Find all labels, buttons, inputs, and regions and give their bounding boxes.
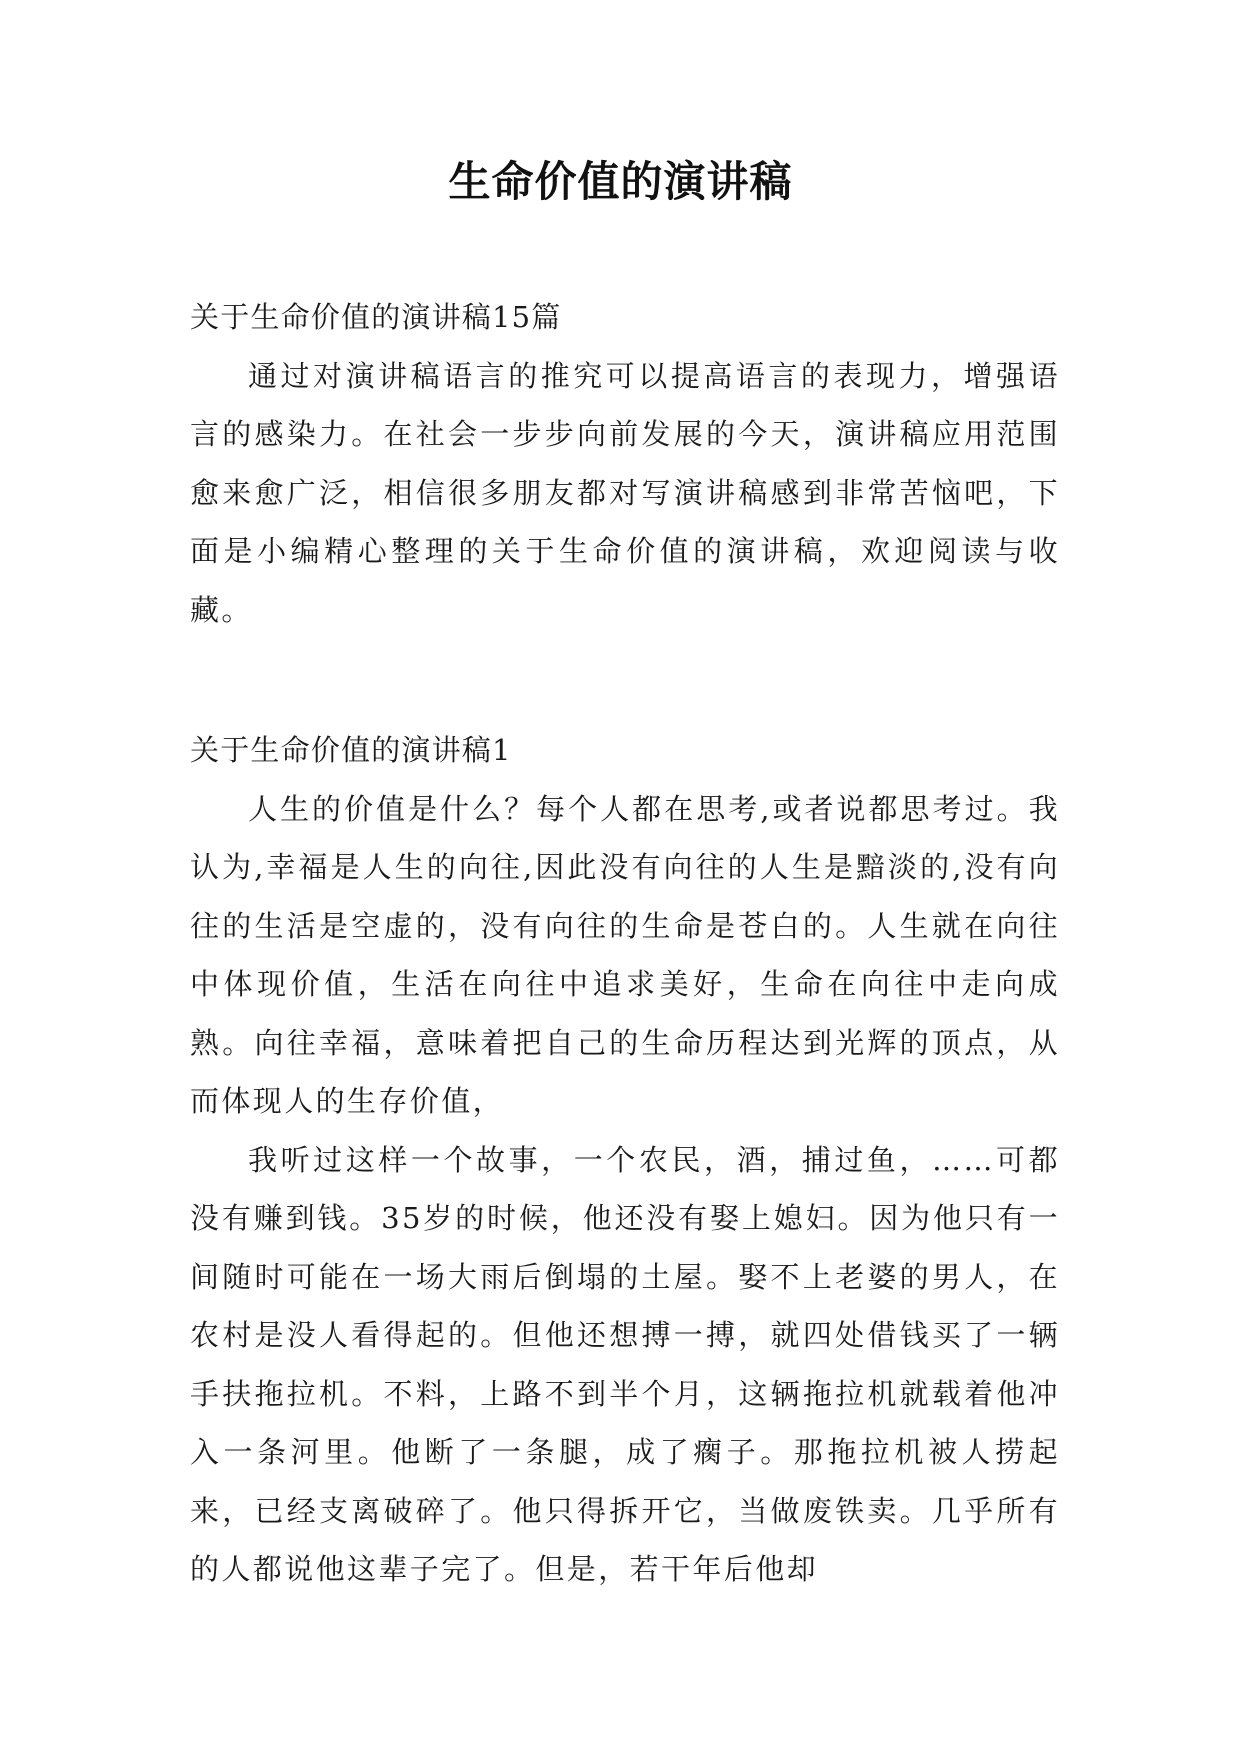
body-paragraph: 人生的价值是什么？每个人都在思考,或者说都思考过。我认为,幸福是人生的向往,因此没有向往的人生是黯淡的,没有向往的生活是空虚的，没有向往的生命是苍白的。人生就在向往中体现价值，生活在向往中追求美好，生命在向往中走向成熟。向往幸福，意味着把自己的生命历程达到光辉的顶点，从而体现人的生存价值，	[190, 791, 1060, 1118]
body-paragraph: 我听过这样一个故事，一个农民，酒，捕过鱼，……可都没有赚到钱。35岁的时候，他还没有娶上媳妇。因为他只有一间随时可能在一场大雨后倒塌的土屋。娶不上老婆的男人，在农村是没人看得起的。但他还想搏一搏，就四处借钱买了一辆手扶拖拉机。不料，上路不到半个月，这辆拖拉机就载着他冲入一条河里。他断了一条腿，成了瘸子。那拖拉机被人捞起来，已经支离破碎了。他只得拆开它，当做废铁卖。几乎所有的人都说他这辈子完了。但是，若干年后他却	[190, 1142, 1060, 1586]
intro-paragraph: 通过对演讲稿语言的推究可以提高语言的表现力，增强语言的感染力。在社会一步步向前发展的今天，演讲稿应用范围愈来愈广泛，相信很多朋友都对写演讲稿感到非常苦恼吧，下面是小编精心整理的关于生命价值的演讲稿，欢迎阅读与收藏。	[190, 358, 1060, 627]
section-heading: 关于生命价值的演讲稿15篇	[190, 300, 562, 334]
document-body	[190, 288, 1060, 1599]
section-heading: 关于生命价值的演讲稿1	[190, 733, 512, 767]
page-title: 生命价值的演讲稿	[448, 157, 793, 206]
section-spacer	[190, 639, 1060, 721]
